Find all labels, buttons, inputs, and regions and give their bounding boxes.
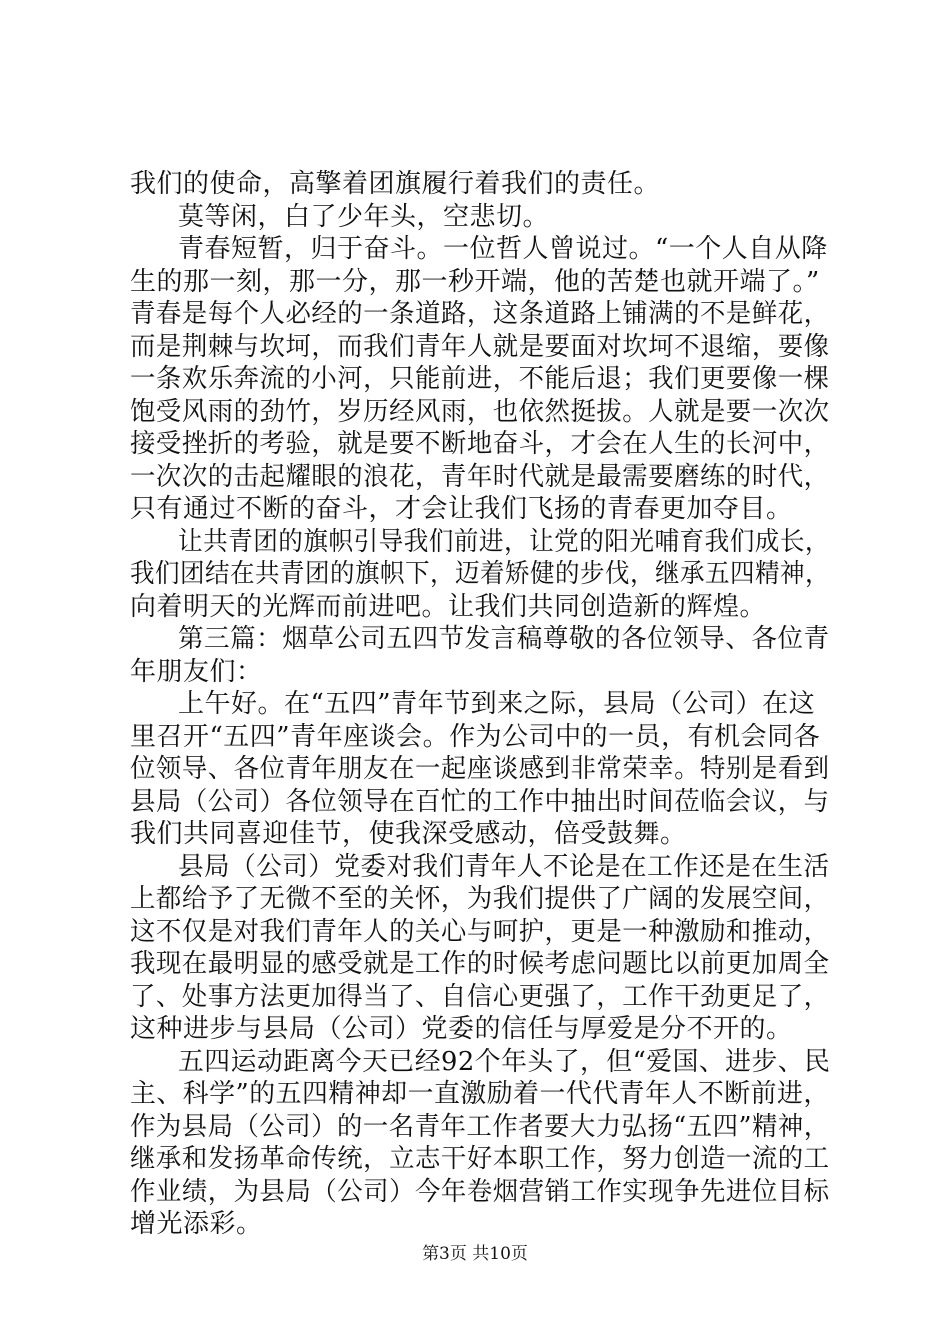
text-line: 一条欢乐奔流的小河，只能前进，不能后退；我们更要像一棵 — [130, 364, 830, 394]
text-line: 接受挫折的考验，就是要不断地奋斗，才会在人生的长河中， — [130, 429, 830, 459]
page-number-footer: 第3页 共10页 — [422, 1244, 528, 1264]
text-line: 莫等闲，白了少年头，空悲切。 — [178, 201, 550, 232]
text-line: 我现在最明显的感受就是工作的时候考虑问题比以前更加周全 — [130, 949, 830, 979]
text-line: 一次次的击起耀眼的浪花，青年时代就是最需要磨练的时代， — [130, 461, 830, 492]
text-line: 作为县局（公司）的一名青年工作者要大力弘扬“五四”精神， — [130, 1111, 830, 1142]
text-line: 这种进步与县局（公司）党委的信任与厚爱是分不开的。 — [130, 1014, 793, 1044]
text-line: 第三篇：烟草公司五四节发言稿尊敬的各位领导、各位青 — [178, 624, 830, 654]
text-line: 上都给予了无微不至的关怀，为我们提供了广阔的发展空间， — [130, 884, 830, 914]
text-line: 了、处事方法更加得当了、自信心更强了，工作干劲更足了， — [130, 981, 830, 1012]
text-line: 我们的使命，高擎着团旗履行着我们的责任。 — [130, 169, 661, 199]
text-line: 生的那一刻，那一分，那一秒开端，他的苦楚也就开端了。” — [130, 266, 820, 297]
text-line: 让共青团的旗帜引导我们前进，让党的阳光哺育我们成长， — [178, 526, 831, 557]
text-line: 年朋友们： — [130, 656, 263, 687]
text-line: 向着明天的光辉而前进吧。让我们共同创造新的辉煌。 — [130, 591, 767, 622]
text-line: 主、科学”的五四精神却一直激励着一代代青年人不断前进， — [130, 1079, 830, 1109]
text-line: 继承和发扬革命传统，立志干好本职工作，努力创造一流的工 — [130, 1144, 830, 1174]
text-line: 饱受风雨的劲竹，岁历经风雨，也依然挺拔。人就是要一次次 — [130, 396, 830, 427]
text-line: 增光添彩。 — [130, 1209, 263, 1239]
text-line: 我们共同喜迎佳节，使我深受感动，倍受鼓舞。 — [130, 819, 687, 849]
text-line: 我们团结在共青团的旗帜下，迈着矫健的步伐，继承五四精神， — [130, 559, 831, 589]
text-line: 县局（公司）党委对我们青年人不论是在工作还是在生活 — [178, 851, 830, 882]
text-line: 县局（公司）各位领导在百忙的工作中抽出时间莅临会议，与 — [130, 786, 830, 817]
text-line: 青春短暂，归于奋斗。一位哲人曾说过。“一个人自从降 — [178, 234, 828, 264]
text-line: 位领导、各位青年朋友在一起座谈感到非常荣幸。特别是看到 — [130, 754, 830, 784]
text-line: 这不仅是对我们青年人的关心与呵护，更是一种激励和推动， — [130, 916, 830, 947]
text-line: 青春是每个人必经的一条道路，这条道路上铺满的不是鲜花， — [130, 299, 830, 329]
text-line: 五四运动距离今天已经92个年头了，但“爱国、进步、民 — [178, 1046, 831, 1077]
text-line: 里召开“五四”青年座谈会。作为公司中的一员，有机会同各 — [130, 721, 821, 752]
text-line: 而是荆棘与坎坷，而我们青年人就是要面对坎坷不退缩，要像 — [130, 331, 830, 362]
text-line: 作业绩，为县局（公司）今年卷烟营销工作实现争先进位目标 — [130, 1176, 830, 1207]
text-line: 只有通过不断的奋斗，才会让我们飞扬的青春更加夺目。 — [130, 494, 793, 524]
text-line: 上午好。在“五四”青年节到来之际，县局（公司）在这 — [178, 689, 816, 719]
